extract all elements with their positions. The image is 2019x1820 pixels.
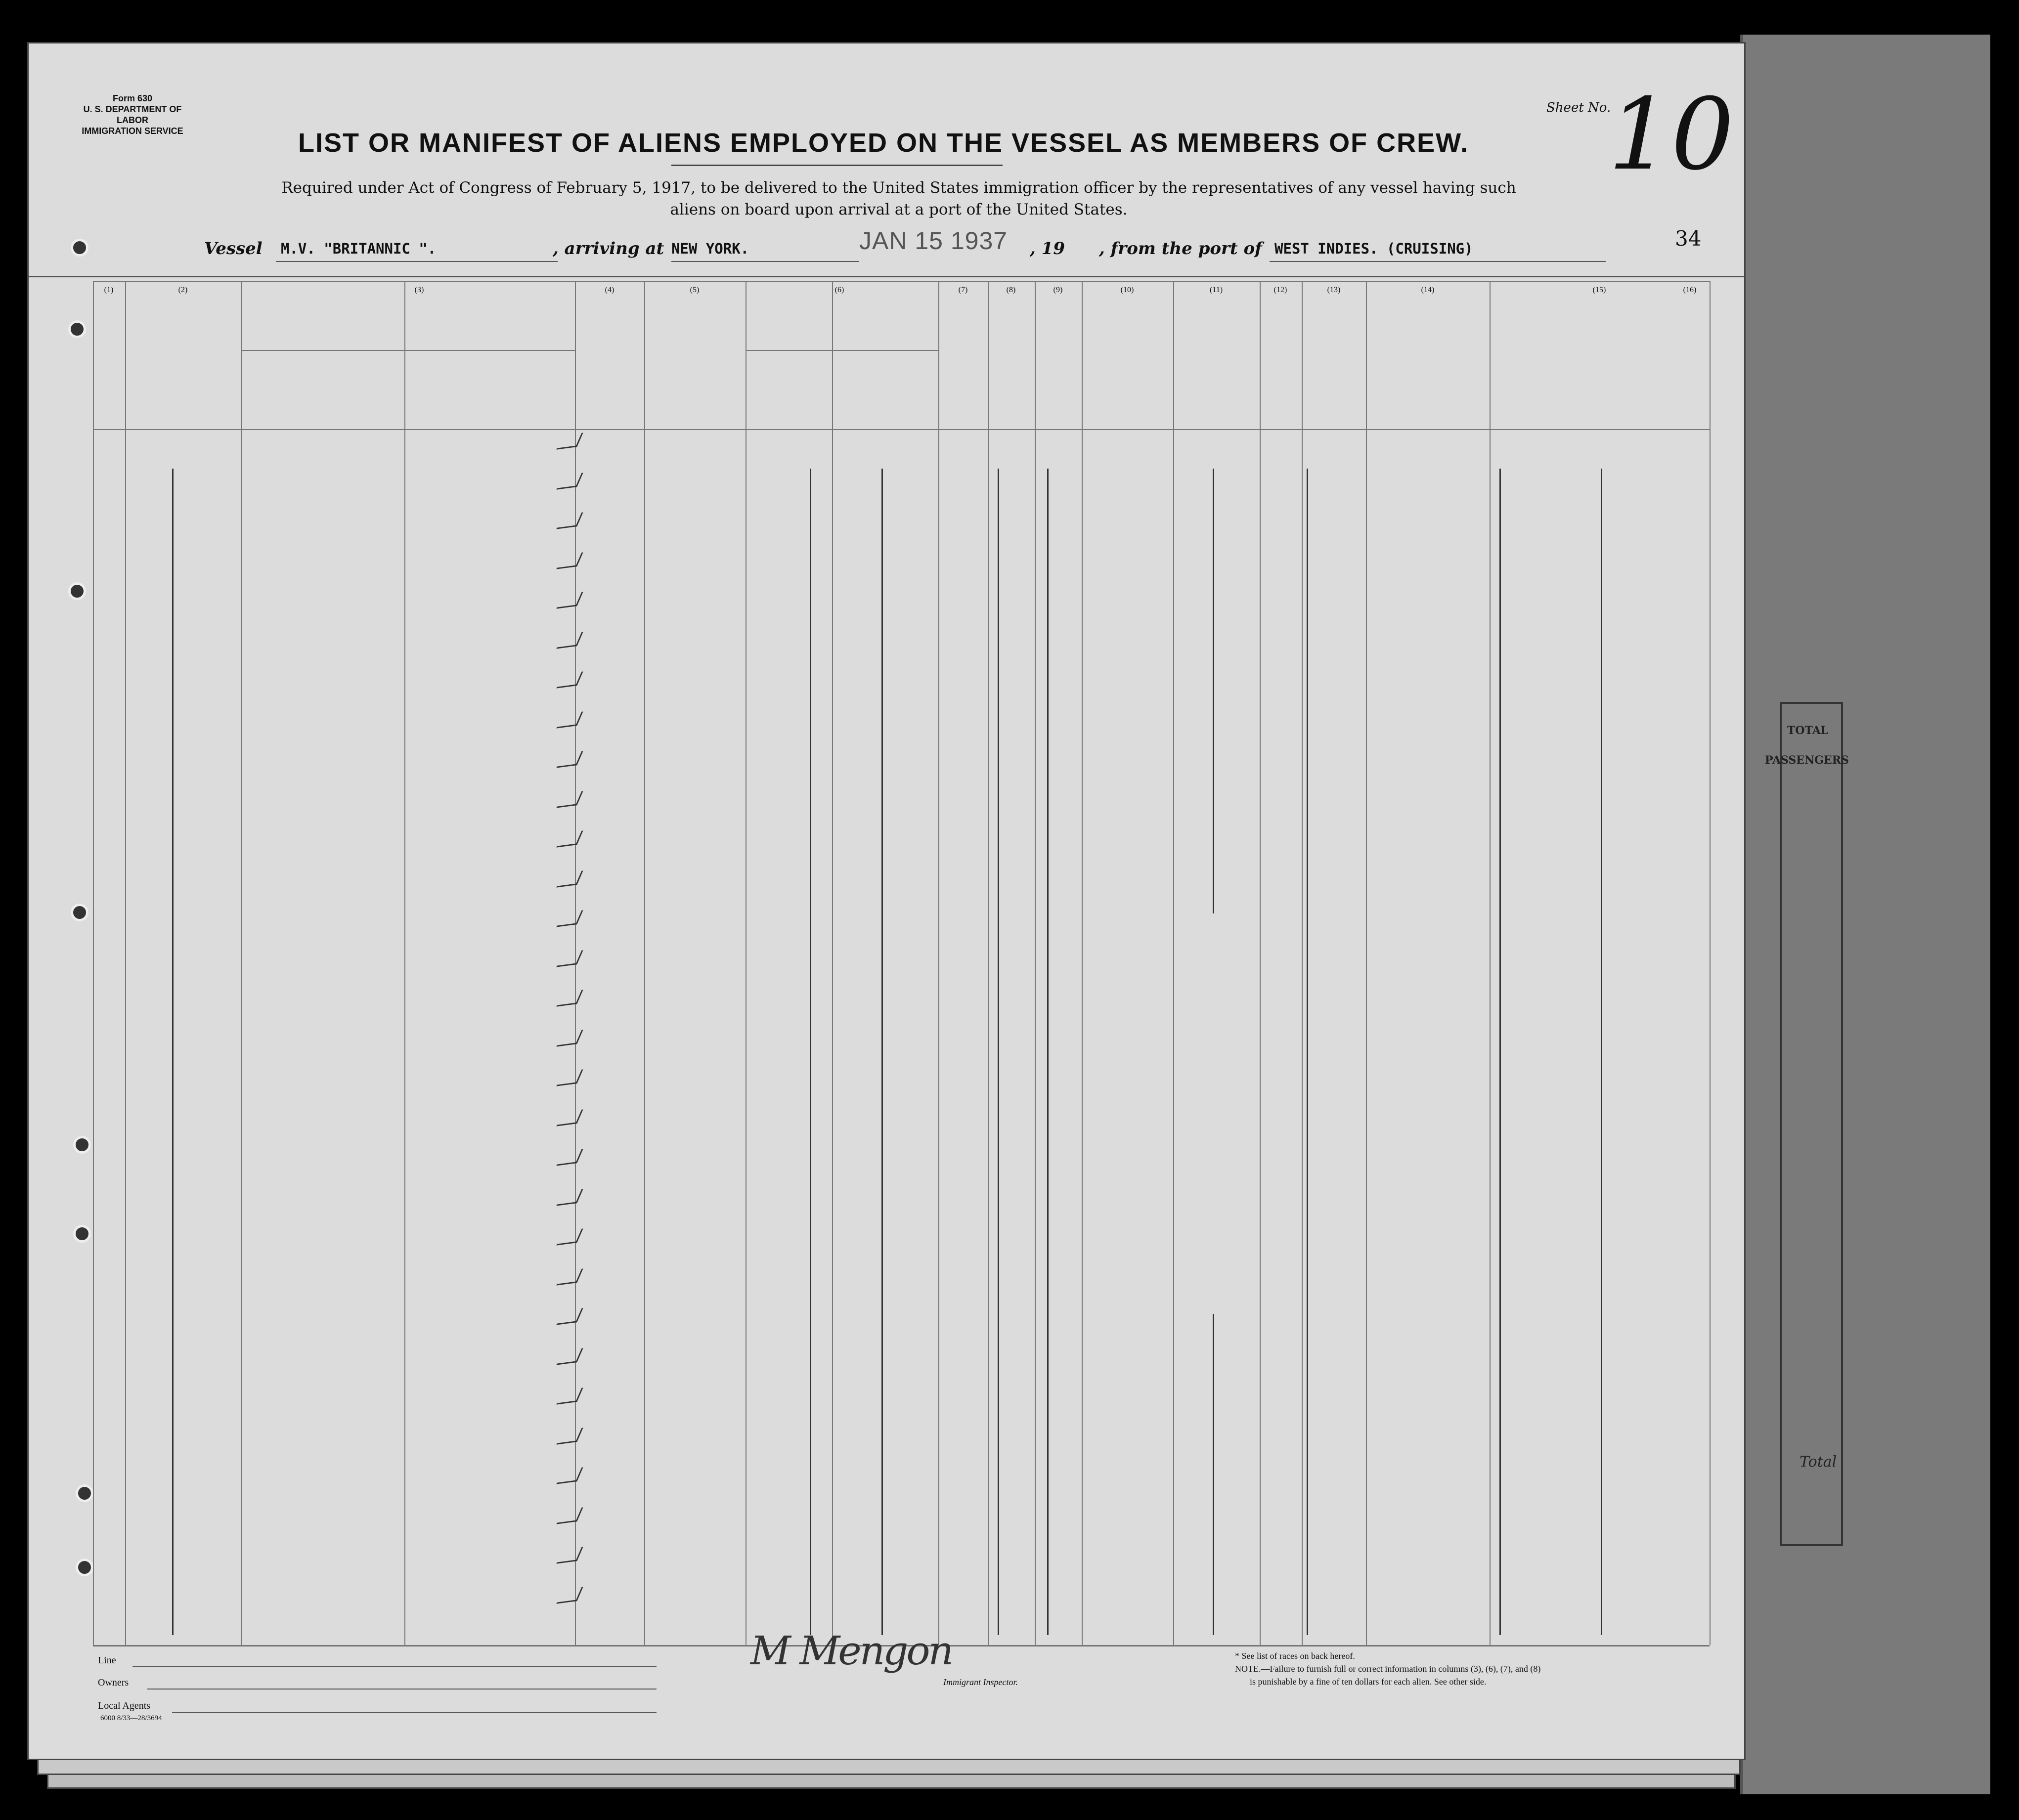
check-mark [556, 950, 583, 967]
back-passengers-label: PASSENGERS [1765, 754, 1849, 767]
column-number: (14) [1421, 286, 1435, 294]
agents-underline [172, 1712, 657, 1713]
check-mark [556, 1587, 583, 1603]
column-number: (11) [1209, 286, 1223, 294]
check-mark [556, 1467, 583, 1484]
penalty-note-1: NOTE.—Failure to furnish full or correct information in columns (3), (6), (7), and (8) [1235, 1664, 1541, 1674]
column-divider [241, 281, 242, 1645]
ditto-line [1601, 469, 1602, 1635]
check-mark [556, 830, 583, 847]
check-mark [556, 632, 583, 649]
check-mark [556, 1109, 583, 1126]
local-agents-label: Local Agents [98, 1700, 151, 1711]
check-mark [556, 1428, 583, 1444]
form-header [68, 93, 197, 136]
check-mark [556, 1189, 583, 1206]
date-stamp: JAN 15 1937 [859, 227, 1008, 255]
manifest-page [27, 42, 1746, 1760]
column-divider [1082, 281, 1083, 1645]
column-number: (5) [690, 286, 700, 294]
column-number: (10) [1120, 286, 1134, 294]
check-mark [556, 512, 583, 529]
column-number: (12) [1273, 286, 1287, 294]
ditto-line [998, 469, 999, 1635]
check-mark [556, 1387, 583, 1404]
title-rule [671, 165, 1003, 166]
shipped-subheader-rule [746, 350, 938, 351]
line-underline [132, 1666, 657, 1667]
column-number: (4) [605, 286, 614, 294]
table-top-border [93, 281, 1710, 282]
column-divider [988, 281, 989, 1645]
race-note: * See list of races on back hereof. [1235, 1651, 1355, 1661]
subtitle [177, 177, 1621, 220]
penalty-note-2: is punishable by a fine of ten dollars for each alien. See other side. [1250, 1677, 1487, 1687]
column-divider [404, 350, 405, 1645]
check-mark [556, 552, 583, 569]
column-number: (6) [834, 286, 844, 294]
check-mark [556, 473, 583, 489]
column-divider [1366, 281, 1367, 1645]
column-divider [1173, 281, 1174, 1645]
name-subheader-rule [241, 350, 575, 351]
check-mark [556, 671, 583, 688]
check-mark [556, 1308, 583, 1325]
check-mark [556, 791, 583, 808]
back-sheet [1740, 35, 1990, 1794]
vessel-underline [276, 261, 558, 262]
column-divider [644, 281, 645, 1645]
column-number: (3) [414, 286, 424, 294]
check-mark [556, 910, 583, 927]
header-bottom-border [93, 429, 1710, 430]
header-rule [29, 276, 1744, 277]
inspector-label: Immigrant Inspector. [943, 1677, 1018, 1687]
form-number: Form 630 [112, 93, 153, 103]
check-mark [556, 1547, 583, 1563]
column-number: (13) [1327, 286, 1341, 294]
check-mark [556, 990, 583, 1006]
ditto-line [881, 469, 883, 1635]
column-number: (15) [1592, 286, 1606, 294]
department-label: U. S. DEPARTMENT OF LABOR [83, 104, 182, 125]
subtitle-line-2: aliens on board upon arrival at a port of the United States. [670, 201, 1128, 218]
column-divider [832, 350, 833, 1645]
crew-manifest-table [29, 281, 1744, 1645]
arriving-label: , arriving at [553, 239, 664, 259]
ditto-line [1213, 469, 1214, 913]
column-divider [93, 281, 94, 1645]
inspector-signature: M Mengon [750, 1628, 952, 1674]
sheet-number: 10 [1608, 77, 1734, 192]
check-mark [556, 1149, 583, 1166]
check-mark [556, 1030, 583, 1046]
column-divider [1490, 281, 1491, 1645]
column-number: (2) [178, 286, 188, 294]
column-number: (8) [1006, 286, 1016, 294]
subtitle-line-1: Required under Act of Congress of February 5, 1917, to be delivered to the United States immigration officer by the representatives of any vessel having such [281, 179, 1516, 197]
owners-label: Owners [98, 1677, 129, 1688]
ditto-line [1047, 469, 1049, 1635]
check-mark [556, 433, 583, 449]
column-divider [938, 281, 939, 1645]
check-mark [556, 1507, 583, 1524]
owners-underline [147, 1689, 657, 1690]
check-mark [556, 592, 583, 608]
column-divider [125, 281, 126, 1645]
service-label: IMMIGRATION SERVICE [82, 126, 183, 136]
check-mark [556, 1069, 583, 1086]
sheet-no-label: Sheet No. [1546, 100, 1611, 115]
ditto-line [1307, 469, 1308, 1635]
year-label: , 19 [1030, 239, 1065, 259]
check-mark [556, 711, 583, 728]
from-port-underline [1270, 261, 1606, 262]
ditto-line [1499, 469, 1501, 1635]
check-mark [556, 1348, 583, 1365]
vessel-label: Vessel [204, 239, 263, 259]
from-port: WEST INDIES. (CRUISING) [1274, 240, 1473, 257]
vessel-name: M.V. "BRITANNIC ". [281, 240, 437, 257]
page-title: LIST OR MANIFEST OF ALIENS EMPLOYED ON THE VESSEL AS MEMBERS OF CREW. [298, 128, 1469, 158]
page-count: 34 [1675, 226, 1702, 251]
column-divider [1302, 281, 1303, 1645]
column-number: (16) [1683, 286, 1697, 294]
check-mark [556, 1228, 583, 1245]
column-number: (9) [1053, 286, 1063, 294]
check-mark [556, 751, 583, 768]
back-total-2-label: Total [1800, 1453, 1837, 1471]
check-mark [556, 1268, 583, 1285]
ditto-line [1213, 1314, 1214, 1635]
ditto-line [172, 469, 174, 1635]
punch-hole [71, 239, 88, 257]
column-number: (1) [104, 286, 114, 294]
line-label: Line [98, 1655, 116, 1666]
column-number: (7) [958, 286, 968, 294]
back-sheet-total-box [1780, 702, 1843, 1546]
ditto-line [810, 469, 811, 1635]
back-total-label: TOTAL [1787, 724, 1829, 737]
column-divider [1710, 281, 1711, 1645]
port-underline [671, 261, 859, 262]
column-divider [1035, 281, 1036, 1645]
from-port-label: , from the port of [1099, 239, 1262, 259]
check-mark [556, 870, 583, 887]
print-code: 6000 8/33—28/3694 [100, 1714, 162, 1722]
arriving-port: NEW YORK. [671, 240, 749, 257]
column-divider [1260, 281, 1261, 1645]
